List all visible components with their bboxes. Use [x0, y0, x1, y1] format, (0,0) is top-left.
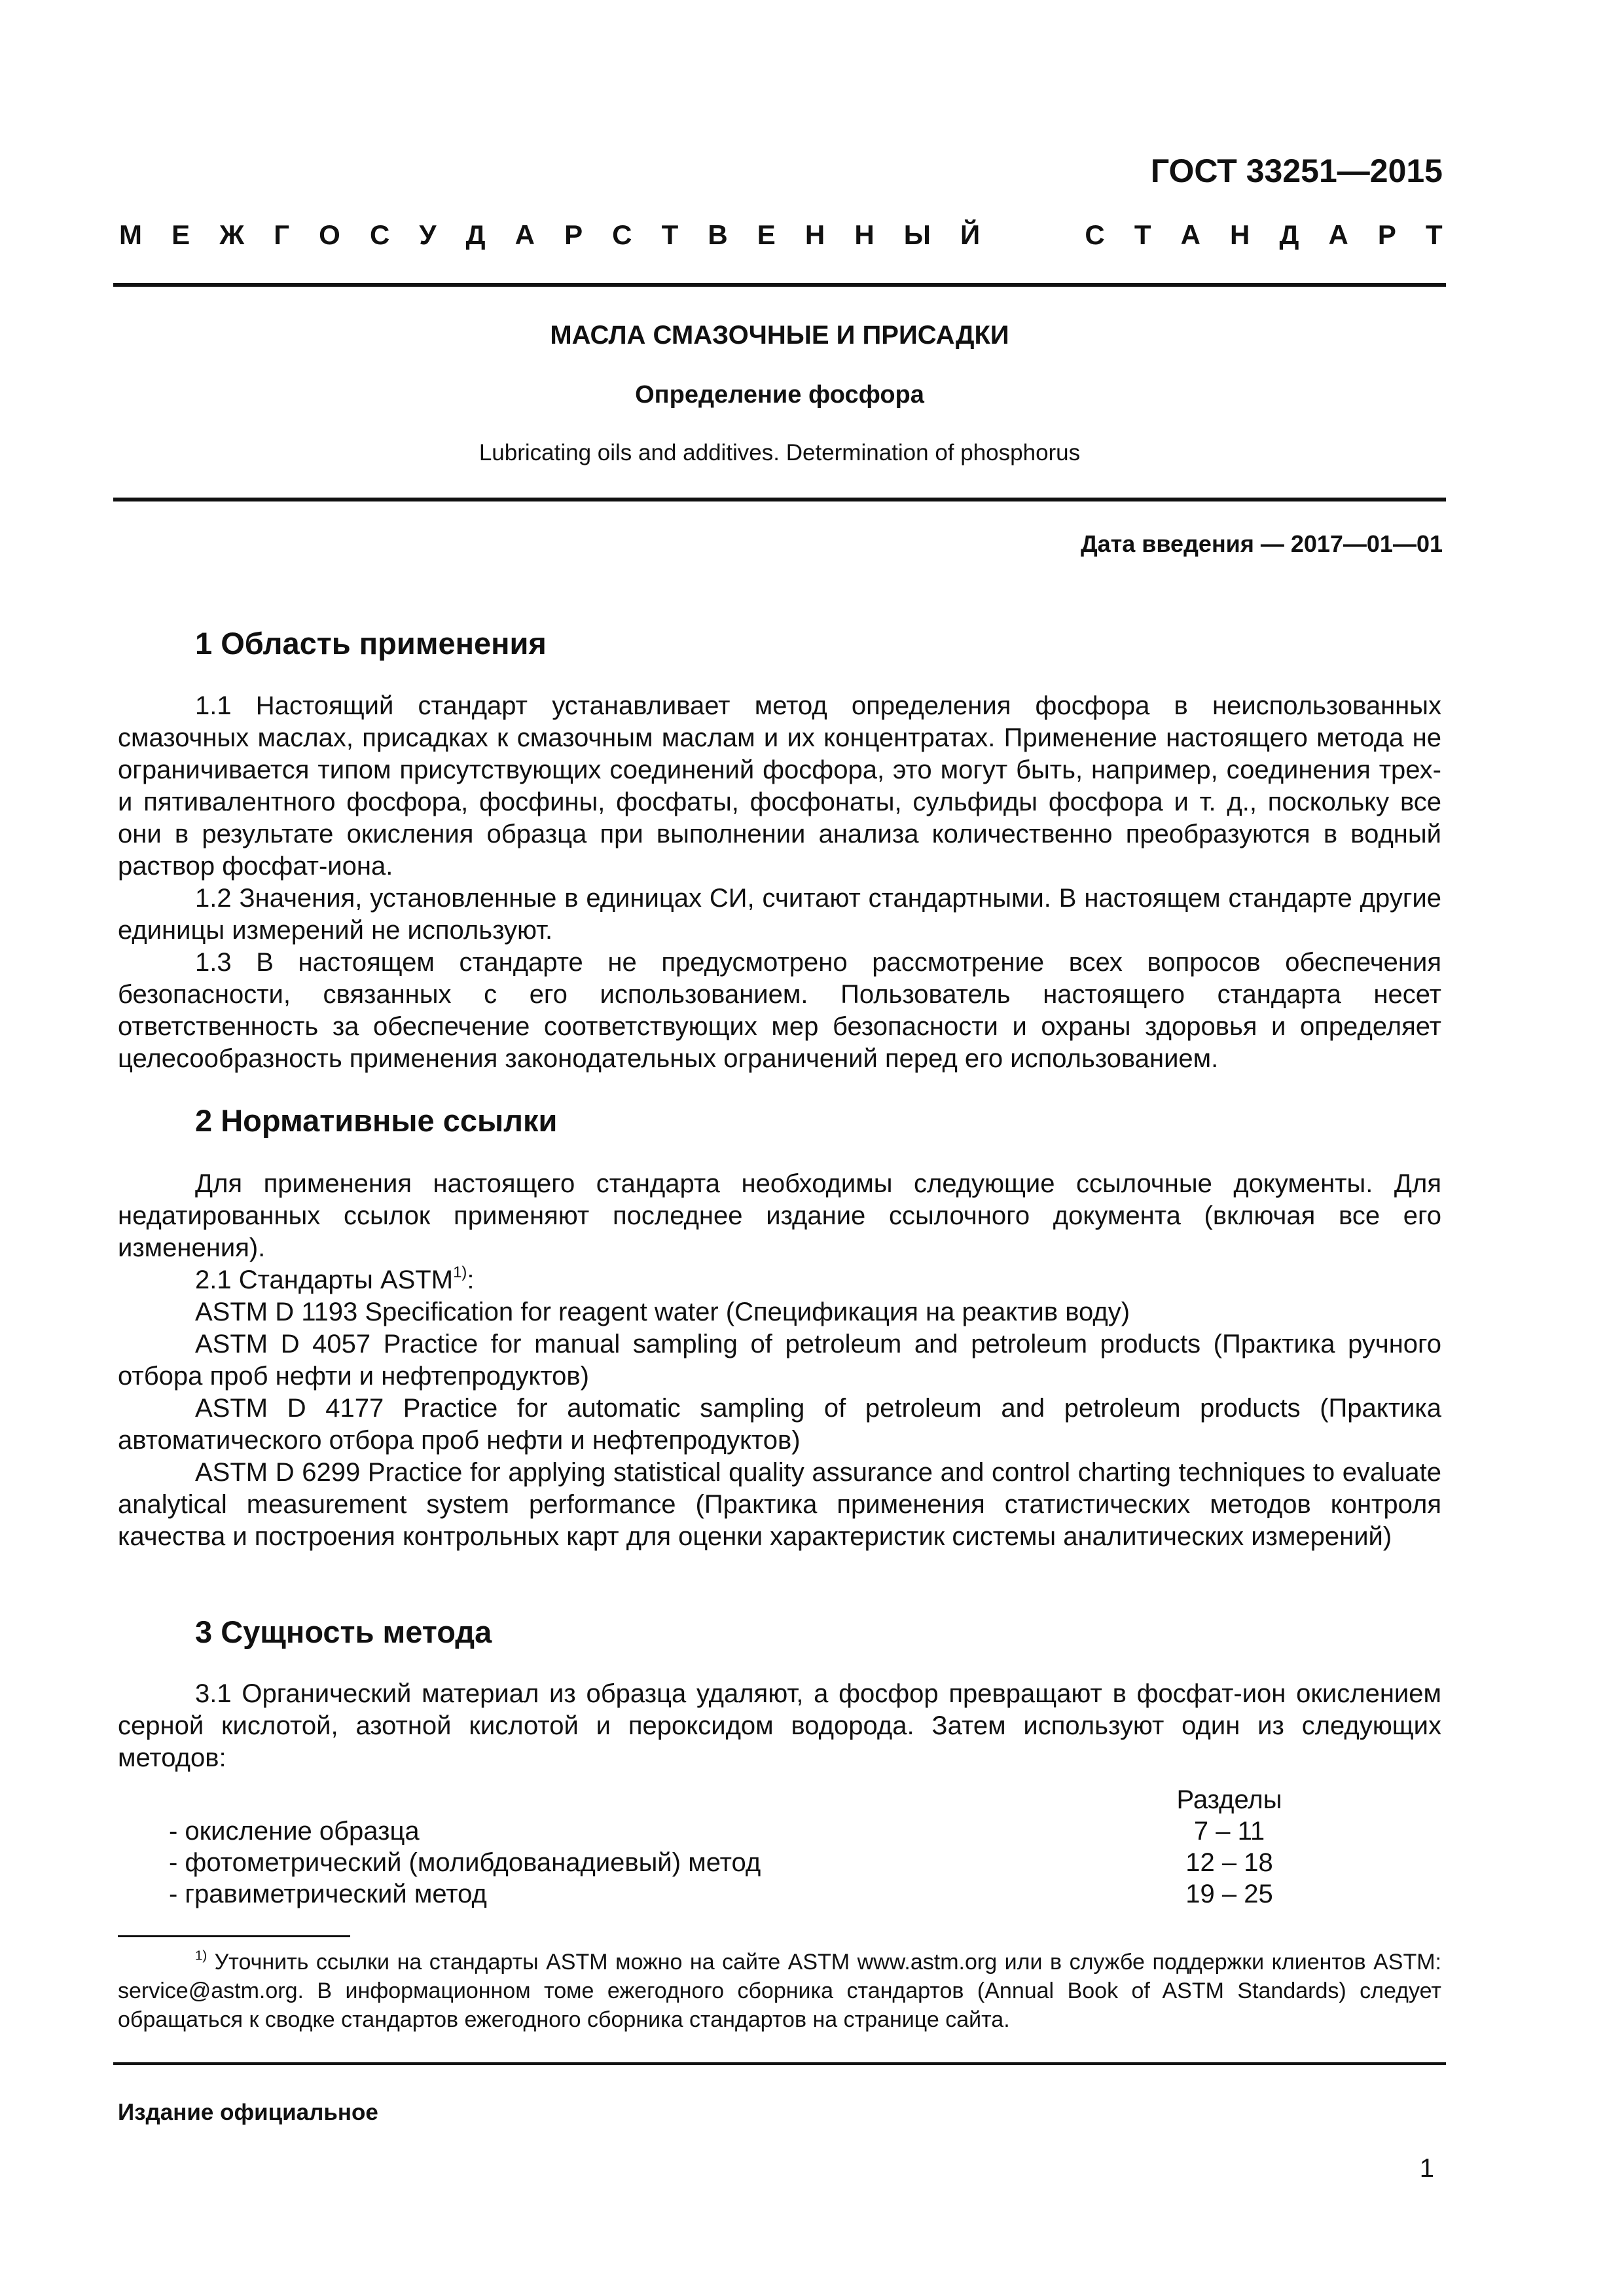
footnote-separator [118, 1935, 350, 1937]
method-sections: 12 – 18 [1185, 1848, 1273, 1877]
section-3-body [118, 1678, 1441, 1774]
document-title-en: Lubricating oils and additives. Determination of phosphorus [478, 440, 1081, 465]
title-divider [113, 498, 1446, 501]
section-2-heading: 2 Нормативные ссылки [195, 1103, 558, 1138]
section-1-body [118, 690, 1441, 1075]
sections-column-header: Разделы [1176, 1785, 1282, 1814]
astm-label-text: 2.1 Стандарты ASTM [195, 1266, 454, 1294]
method-name: - фотометрический (молибдованадиевый) метод [169, 1848, 761, 1877]
standard-type-letter: В [708, 219, 728, 250]
standard-type-letter: О [319, 219, 340, 250]
methods-table [169, 1784, 1314, 1910]
date-introduced: Дата введения — 2017—01—01 [1080, 530, 1443, 557]
standard-type-letter: Е [757, 219, 776, 250]
standard-type-heading [119, 219, 1443, 251]
standard-type-letter: Е [171, 219, 190, 250]
page-number: 1 [1419, 2154, 1434, 2183]
standard-type-letter: А [1180, 219, 1200, 250]
standard-type-letter: Р [564, 219, 583, 250]
standard-type-letter: Ж [219, 219, 245, 250]
document-title: МАСЛА СМАЗОЧНЫЕ И ПРИСАДКИ [550, 321, 1009, 350]
standard-type-letter: Н [1230, 219, 1250, 250]
section-1-heading: 1 Область применения [195, 626, 547, 661]
standard-type-letter: Й [960, 219, 981, 250]
standard-type-letter: Н [854, 219, 875, 250]
method-name: - окисление образца [169, 1817, 420, 1846]
method-row [169, 1815, 1314, 1847]
standard-type-letter: Д [465, 219, 486, 250]
standard-type-letter: Д [1279, 219, 1299, 250]
official-edition-label: Издание официальное [118, 2100, 378, 2125]
standard-type-letter: Т [1134, 219, 1151, 250]
paragraph-1-2: 1.2 Значения, установленные в единицах СИ, считают стандартными. В настоящем стандарте другие единицы измерений не используют. [118, 884, 1441, 945]
method-sections: 7 – 11 [1193, 1817, 1265, 1846]
standard-type-letter: С [612, 219, 632, 250]
standard-type-letter: Р [1377, 219, 1396, 250]
paragraph-1-1: 1.1 Настоящий стандарт устанавливает метод определения фосфора в неиспользованных смазочных маслах, присадках к смазочным маслам и их концентратах. Применение настоящего метода не ограничивается типом присутствующих соединений фосфора, это могут быть, например, соединения трех- и пятивалентного фосфора, фосфины, фосфаты, фосфонаты, сульфиды фосфора и т. д., поскольку все они в результате окисления образца при выполнении анализа количественно преобразуются в водный раствор фосфат-иона. [118, 691, 1441, 881]
header-divider [113, 283, 1446, 287]
standard-type-letter: А [514, 219, 535, 250]
footnote-text: Уточнить ссылки на стандарты ASTM можно на сайте ASTM www.astm.org или в службе поддержки клиентов ASTM: service@astm.org. В информационном томе ежегодного сборника стандартов (Annual Book of ASTM Standards) следует обращаться к сводке стандартов ежегодного сборника стандартов на странице сайта. [118, 1950, 1441, 2032]
standard-type-letter: А [1328, 219, 1348, 250]
footer-divider [113, 2062, 1446, 2065]
document-subtitle: Определение фосфора [635, 381, 924, 409]
section-2-body [118, 1168, 1441, 1553]
standard-type-letter: Т [1426, 219, 1443, 250]
standard-type-letter: Г [274, 219, 290, 250]
reference-astm-d4057: ASTM D 4057 Practice for manual sampling of petroleum and petroleum products (Практика ручного отбора проб нефти и нефтепродуктов) [118, 1330, 1441, 1391]
reference-astm-d4177: ASTM D 4177 Practice for automatic sampling of petroleum and petroleum products (Практика автоматического отбора проб нефти и нефтепродуктов) [118, 1394, 1441, 1455]
method-sections: 19 – 25 [1185, 1880, 1273, 1908]
methods-header-row [169, 1784, 1314, 1815]
standard-type-letter: Т [661, 219, 679, 250]
paragraph-3-1: 3.1 Органический материал из образца удаляют, а фосфор превращают в фосфат-ион окислением серной кислотой, азотной кислотой и пероксидом водорода. Затем используют один из следующих методов: [118, 1679, 1441, 1772]
method-name: - гравиметрический метод [169, 1880, 487, 1908]
standard-type-letter: С [1085, 219, 1105, 250]
footnote-ref: 1) [453, 1264, 467, 1282]
reference-astm-d6299: ASTM D 6299 Practice for applying statistical quality assurance and control charting techniques to evaluate analytical measurement system performance (Практика применения статистических методов контроля качества и построения контрольных карт для оценки характеристик системы аналитических измерений) [118, 1458, 1441, 1551]
footnote [118, 1948, 1441, 2034]
footnote-marker: 1) [195, 1948, 208, 1963]
standard-type-letter: Ы [903, 219, 931, 250]
method-row [169, 1847, 1314, 1878]
section-3-heading: 3 Сущность метода [195, 1614, 492, 1649]
standard-type-letter: М [119, 219, 142, 250]
word-gap [1009, 219, 1055, 251]
astm-standards-label [118, 1264, 1441, 1296]
reference-astm-d1193: ASTM D 1193 Specification for reagent water (Спецификация на реактив воду) [195, 1298, 1130, 1326]
standard-type-letter: С [369, 219, 390, 250]
method-row [169, 1878, 1314, 1910]
paragraph-2-intro: Для применения настоящего стандарта необходимы следующие ссылочные документы. Для недатированных ссылок применяют последнее издание ссылочного документа (включая все его изменения). [118, 1169, 1441, 1262]
gost-number: ГОСТ 33251—2015 [1150, 153, 1443, 189]
standard-type-letter: Н [804, 219, 825, 250]
astm-label-colon: : [467, 1266, 475, 1294]
standard-type-letter: У [419, 219, 437, 250]
paragraph-1-3: 1.3 В настоящем стандарте не предусмотрено рассмотрение всех вопросов обеспечения безопасности, связанных с его использованием. Пользователь настоящего стандарта несет ответственность за обеспечение соответствующих мер безопасности и охраны здоровья и определяет целесообразность применения законодательных ограничений перед его использованием. [118, 948, 1441, 1073]
